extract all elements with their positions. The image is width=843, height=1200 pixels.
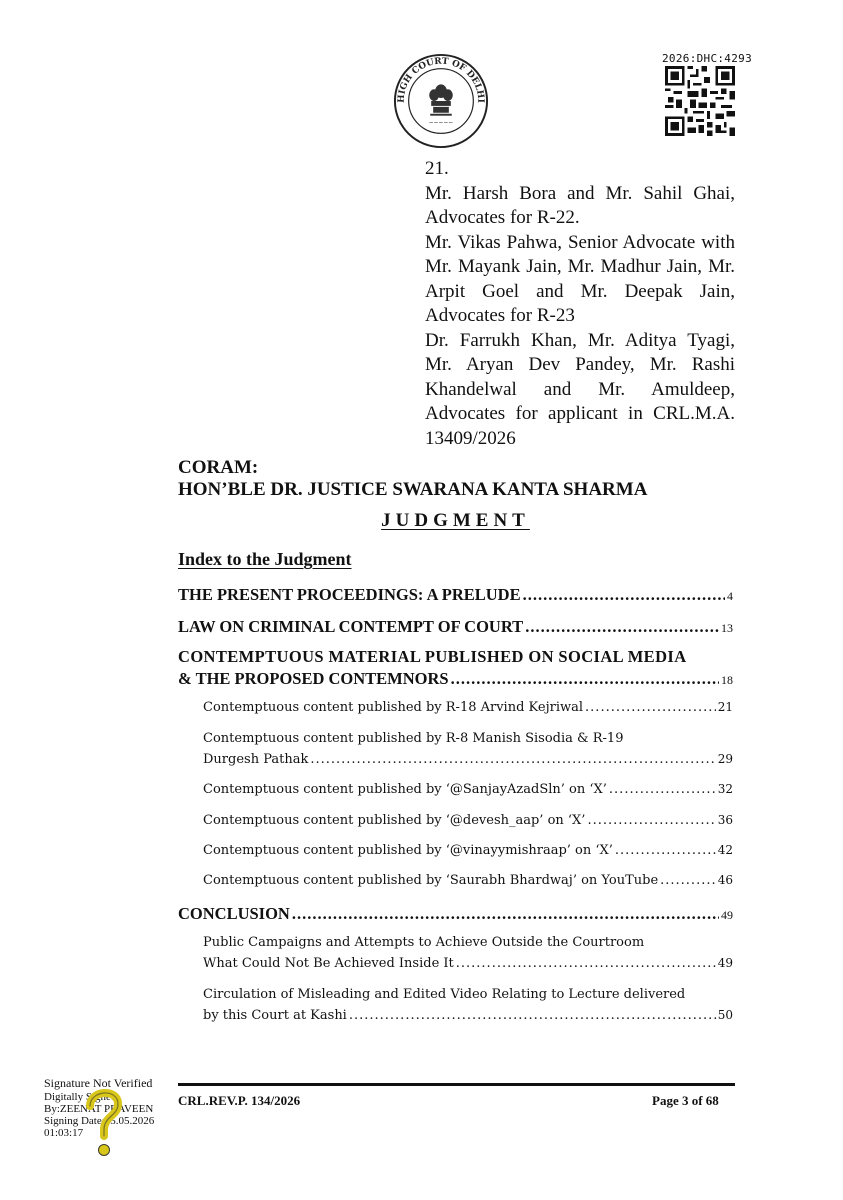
toc-item-page: 42 (717, 843, 733, 857)
qr-code-icon (665, 66, 735, 136)
toc-item-page: 18 (721, 673, 733, 687)
signature-line: Digitally Signed (44, 1091, 117, 1103)
toc-item-page: 36 (717, 813, 733, 827)
toc-item-title-line1: Contemptuous content published by R-8 Manish Sisodia & R-19 (203, 731, 624, 746)
toc-item-page: 32 (717, 782, 733, 796)
toc-item-page: 46 (717, 873, 733, 887)
toc-item-title: by this Court at Kashi (203, 1008, 347, 1023)
toc-item-title: Contemptuous content published by ‘@vinayymishraap’ on ‘X’ (203, 843, 613, 858)
toc-item-title-line1: Circulation of Misleading and Edited Video Relating to Lecture delivered (203, 987, 686, 1002)
index-title: Index to the Judgment (178, 549, 352, 569)
judgment-heading: JUDGMENT (381, 510, 530, 531)
toc-item-title: Contemptuous content published by ‘@SanjayAzadSln’ on ‘X’ (203, 782, 607, 797)
svg-text:~~~~~: ~~~~~ (428, 120, 454, 127)
page-number: Page 3 of 68 (652, 1093, 719, 1108)
toc-item-title-line1: Public Campaigns and Attempts to Achieve Outside the Courtroom (203, 935, 645, 950)
signature-date: Signing Date:15.05.2026 (44, 1115, 155, 1127)
toc-item-page: 4 (727, 589, 733, 603)
advocate-entry: Mr. Harsh Bora and Mr. Sahil Ghai, Advocates for R-22. (425, 182, 735, 228)
toc-item-title: LAW ON CRIMINAL CONTEMPT OF COURT (178, 617, 524, 636)
toc-item-page: 49 (717, 956, 733, 970)
advocates-list (425, 157, 735, 451)
toc-item-title: What Could Not Be Achieved Inside It (203, 956, 454, 971)
toc-item-page: 49 (721, 908, 733, 922)
toc-subitem[interactable] (203, 700, 733, 715)
toc-item[interactable] (178, 669, 733, 689)
toc-subitem[interactable] (203, 813, 733, 828)
toc-item-title: Contemptuous content published by R-18 Arvind Kejriwal (203, 700, 584, 715)
toc-subitem[interactable] (203, 1008, 733, 1023)
toc-item-title: THE PRESENT PROCEEDINGS: A PRELUDE (178, 585, 521, 604)
toc-subitem[interactable] (203, 752, 733, 767)
toc-subitem[interactable] (203, 873, 733, 888)
case-number: CRL.REV.P. 134/2026 (178, 1093, 301, 1108)
footer-divider (178, 1083, 735, 1086)
qr-code-label: 2026:DHC:4293 (662, 52, 752, 65)
toc-item[interactable] (178, 585, 733, 605)
toc-subitem[interactable] (203, 843, 733, 858)
toc-item[interactable] (178, 617, 733, 637)
toc-subitem[interactable] (203, 956, 733, 971)
toc-item-page: 13 (721, 621, 733, 635)
toc-item-page: 29 (717, 752, 733, 766)
signature-time: 01:03:17 (44, 1127, 84, 1139)
signature-signer: By:ZEENAT PRAVEEN (44, 1103, 154, 1115)
toc-item-page: 50 (717, 1008, 733, 1022)
advocate-entry: Mr. Vikas Pahwa, Senior Advocate with Mr. Mayank Jain, Mr. Madhur Jain, Mr. Arpit Goel and Mr. Deepak Jain, Advocates for R-23 (425, 231, 735, 326)
toc-item-title: Contemptuous content published by ‘@devesh_aap’ on ‘X’ (203, 813, 586, 828)
toc-item-title: Contemptuous content published by ‘Saurabh Bhardwaj’ on YouTube (203, 873, 659, 888)
signature-unverified-question-icon (82, 1084, 126, 1160)
high-court-seal-icon (392, 52, 490, 150)
signature-status: Signature Not Verified (44, 1076, 153, 1090)
toc-subitem[interactable] (203, 782, 733, 797)
toc-item-title: & THE PROPOSED CONTEMNORS (178, 669, 449, 688)
advocate-entry: Dr. Farrukh Khan, Mr. Aditya Tyagi, Mr. Aryan Dev Pandey, Mr. Rashi Khandelwal and Mr. Amuldeep, Advocates for applicant in CRL.M.A. 13409/2026 (425, 329, 735, 449)
toc-item[interactable] (178, 904, 733, 924)
advocate-entry: 21. (425, 158, 449, 179)
toc-item-title-line1: CONTEMPTUOUS MATERIAL PUBLISHED ON SOCIAL MEDIA (178, 647, 687, 666)
toc-item-title: CONCLUSION (178, 904, 290, 923)
toc-item-page: 21 (717, 700, 733, 714)
svg-text:HIGH COURT OF DELHI: HIGH COURT OF DELHI (396, 56, 486, 104)
coram-label: CORAM: (178, 457, 259, 478)
coram-judge: HON’BLE DR. JUSTICE SWARANA KANTA SHARMA (178, 479, 648, 500)
toc-item-title: Durgesh Pathak (203, 752, 309, 767)
